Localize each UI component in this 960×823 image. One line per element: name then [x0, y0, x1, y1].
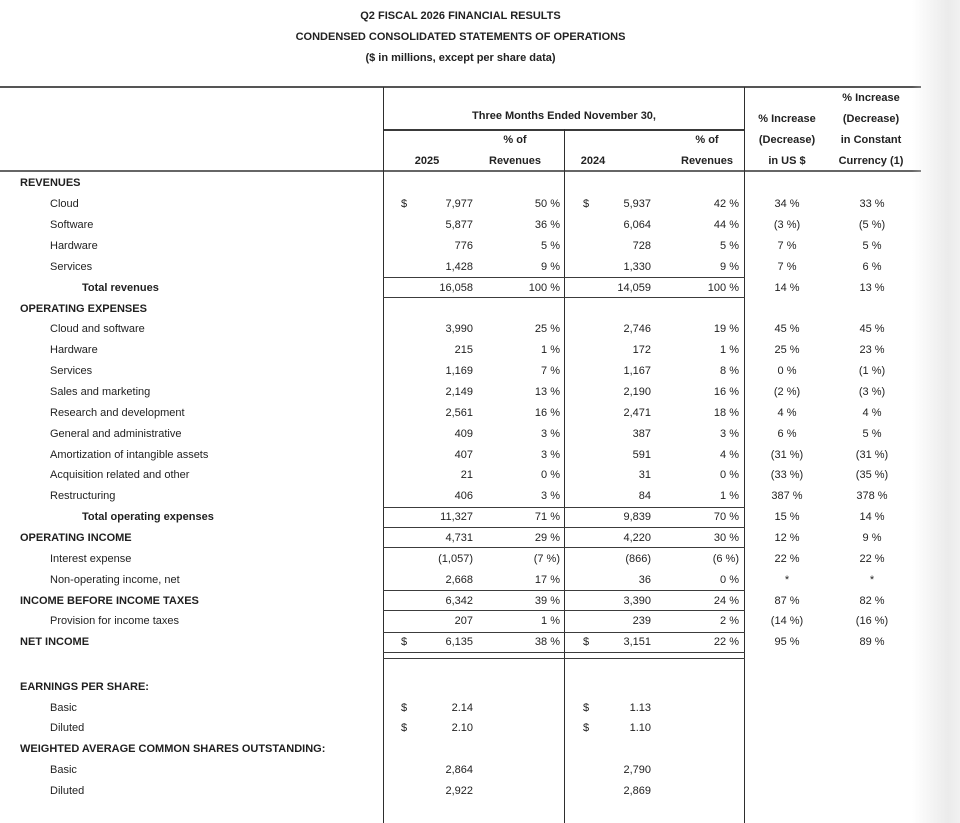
pct-change-usd: 22 % [774, 552, 800, 565]
table-row [0, 528, 960, 549]
pct-change-constant-currency: 89 % [859, 636, 885, 649]
pct-change-constant-currency: 33 % [859, 198, 885, 211]
row-label: Software [50, 219, 94, 232]
dollar-sign-2024: $ [583, 198, 590, 211]
year-header-2025: 2025 [414, 155, 440, 167]
pct-change-constant-currency: (5 %) [858, 219, 886, 232]
pct-change-constant-currency: (1 %) [858, 365, 886, 378]
row-label: Provision for income taxes [50, 615, 179, 628]
pct-change-constant-currency: * [869, 573, 875, 586]
table-row [0, 718, 960, 739]
row-label: Interest expense [50, 552, 132, 565]
value-2025: 6,342 [445, 594, 473, 607]
pct-of-revenues-2024: 100 % [707, 281, 739, 294]
value-2024: 31 [638, 469, 651, 482]
value-2024: 387 [632, 427, 651, 440]
pct-of-revenues-2024: 44 % [713, 219, 739, 232]
value-2025: 407 [454, 448, 473, 461]
pct-of-revenues-2024: 19 % [713, 323, 739, 336]
value-2025: 5,877 [445, 219, 473, 232]
value-2024: 9,839 [623, 511, 651, 524]
value-2025: 2,149 [445, 386, 473, 399]
value-2024: (866) [625, 552, 651, 565]
pct-of-revenues-2025: 13 % [534, 386, 560, 399]
value-2024: 2,190 [623, 386, 651, 399]
value-2025: 1,428 [445, 260, 473, 273]
row-spacer [0, 659, 960, 677]
pct-of-header-2025: % of [503, 134, 527, 146]
value-2024: 14,059 [617, 281, 651, 294]
dollar-sign-2024: $ [583, 722, 590, 735]
statement-rows [0, 173, 960, 801]
pct-of-revenues-2024: 2 % [720, 615, 739, 628]
pct-of-revenues-2025: 1 % [541, 615, 560, 628]
value-2025: 215 [454, 344, 473, 357]
row-label: Restructuring [50, 490, 116, 503]
pct-change-constant-currency: (31 %) [855, 448, 889, 461]
pct-of-revenues-2025: 9 % [541, 260, 560, 273]
row-label: NET INCOME [20, 636, 90, 649]
table-row [0, 507, 960, 528]
pct-change-constant-currency: 14 % [859, 511, 885, 524]
pct-of-revenues-2024: 16 % [713, 386, 739, 399]
pct-of-revenues-2025: 36 % [534, 219, 560, 232]
pct-change-usd: 6 % [777, 427, 797, 440]
document-title-block [0, 6, 921, 69]
pct-of-revenues-2024: (6 %) [712, 552, 739, 565]
pct-of-revenues-2025: 29 % [534, 532, 560, 545]
value-2024: 2,869 [623, 784, 651, 797]
value-2025: 3,990 [445, 323, 473, 336]
usd-change-header-line3: in US $ [768, 155, 806, 167]
row-label: General and administrative [50, 427, 182, 440]
pct-of-revenues-2025: 17 % [534, 573, 560, 586]
value-2024: 1,330 [623, 260, 651, 273]
value-2025: 1,169 [445, 365, 473, 378]
pct-change-constant-currency: 378 % [856, 490, 888, 503]
table-row [0, 677, 960, 698]
table-row [0, 423, 960, 444]
pct-of-revenues-2024: 5 % [720, 240, 739, 252]
value-2025: 409 [454, 427, 473, 440]
value-2025: 776 [454, 240, 473, 252]
value-2025: 2,668 [445, 573, 473, 586]
screenshot-edge-shadow [912, 0, 960, 823]
pct-of-revenues-2025: 100 % [528, 281, 560, 294]
pct-change-constant-currency: 45 % [859, 323, 885, 336]
row-label: Sales and marketing [50, 386, 151, 399]
row-label: Basic [50, 701, 77, 714]
row-label: Total revenues [82, 281, 159, 294]
pct-of-revenues-2025: 71 % [534, 511, 560, 524]
value-2024: 172 [632, 344, 651, 357]
cc-change-header-line1: % Increase [842, 92, 900, 104]
pct-of-revenues-2024: 70 % [713, 511, 739, 524]
dollar-sign-2024: $ [583, 701, 590, 714]
row-label: INCOME BEFORE INCOME TAXES [20, 594, 199, 607]
pct-change-constant-currency: 23 % [859, 344, 885, 357]
table-row [0, 590, 960, 611]
value-2025: 2,561 [445, 406, 473, 419]
table-row [0, 298, 960, 319]
value-2025: 406 [454, 490, 473, 503]
pct-change-usd: 14 % [774, 281, 800, 294]
pct-of-revenues-2025: 25 % [534, 323, 560, 336]
value-2025: 2,864 [445, 763, 473, 776]
table-row [0, 402, 960, 423]
dollar-sign-2024: $ [583, 636, 590, 649]
value-2024: 1.10 [629, 722, 651, 735]
value-2025: 207 [454, 615, 473, 628]
page-title: Q2 FISCAL 2026 FINANCIAL RESULTS [360, 10, 561, 22]
pct-of-revenues-2024: 1 % [720, 490, 739, 503]
row-label: Diluted [50, 722, 85, 735]
row-label: Cloud and software [50, 323, 145, 336]
pct-change-usd: (33 %) [770, 469, 804, 482]
row-label: Non-operating income, net [50, 573, 180, 586]
pct-of-revenues-2024: 42 % [713, 198, 739, 211]
pct-of-revenues-2024: 1 % [720, 344, 739, 357]
pct-change-usd: 45 % [774, 323, 800, 336]
table-row [0, 215, 960, 236]
pct-of-revenues-2025: 3 % [541, 427, 560, 440]
pct-change-usd: 15 % [774, 511, 800, 524]
value-2024: 2,471 [623, 406, 651, 419]
row-label: Acquisition related and other [50, 469, 190, 482]
row-label: OPERATING INCOME [20, 532, 132, 545]
pct-of-revenues-2025: 1 % [541, 344, 560, 357]
pct-change-constant-currency: 4 % [862, 406, 882, 419]
page-subtitle: CONDENSED CONSOLIDATED STATEMENTS OF OPERATIONS [295, 31, 626, 43]
cc-change-header-line4: Currency (1) [838, 155, 904, 167]
row-label: OPERATING EXPENSES [20, 302, 147, 315]
row-label: Services [50, 260, 93, 273]
pct-change-constant-currency: 9 % [862, 532, 882, 545]
pct-change-usd: 4 % [777, 406, 797, 419]
pct-of-revenues-2025: 7 % [541, 365, 560, 378]
pct-change-usd: 387 % [771, 490, 803, 503]
dollar-sign-2025: $ [401, 722, 408, 735]
pct-change-usd: 7 % [777, 240, 797, 252]
pct-of-revenues-2025: 5 % [541, 240, 560, 252]
table-row [0, 444, 960, 465]
pct-of-revenues-2024: 9 % [720, 260, 739, 273]
pct-change-usd: (2 %) [773, 386, 801, 399]
value-2024: 1,167 [623, 365, 651, 378]
value-2025: 16,058 [439, 281, 473, 294]
pct-change-usd: 25 % [774, 344, 800, 357]
pct-of-revenues-2025: (7 %) [533, 552, 560, 565]
row-label: Diluted [50, 784, 85, 797]
usd-change-header-line1: % Increase [758, 113, 816, 125]
usd-change-header-line2: (Decrease) [758, 134, 816, 146]
pct-of-revenues-2024: 30 % [713, 532, 739, 545]
page-units-note: ($ in millions, except per share data) [365, 52, 556, 64]
pct-of-revenues-2025: 38 % [534, 636, 560, 649]
pct-change-usd: 0 % [777, 365, 797, 378]
value-2024: 591 [632, 448, 651, 461]
value-2024: 2,746 [623, 323, 651, 336]
table-row [0, 194, 960, 215]
value-2024: 84 [638, 490, 651, 503]
value-2024: 3,151 [623, 636, 651, 649]
pct-change-usd: 7 % [777, 260, 797, 273]
pct-change-constant-currency: 82 % [859, 594, 885, 607]
row-label: Amortization of intangible assets [50, 448, 209, 461]
value-2025: 2.14 [451, 701, 473, 714]
pct-of-revenues-2025: 50 % [534, 198, 560, 211]
row-label: Cloud [50, 198, 79, 211]
pct-change-constant-currency: 6 % [862, 260, 882, 273]
pct-change-usd: 95 % [774, 636, 800, 649]
pct-change-usd: (3 %) [773, 219, 801, 232]
pct-of-revenues-2025: 3 % [541, 490, 560, 503]
pct-change-usd: * [784, 573, 790, 586]
pct-change-usd: 34 % [774, 198, 800, 211]
pct-of-revenues-2024: 3 % [720, 427, 739, 440]
pct-change-constant-currency: (16 %) [855, 615, 889, 628]
revenues-header-2024: Revenues [681, 155, 733, 167]
value-2024: 1.13 [629, 701, 651, 714]
value-2024: 3,390 [623, 594, 651, 607]
dollar-sign-2025: $ [401, 636, 408, 649]
table-row [0, 173, 960, 194]
pct-of-revenues-2024: 18 % [713, 406, 739, 419]
pct-change-constant-currency: 13 % [859, 281, 885, 294]
table-row [0, 277, 960, 298]
table-row [0, 780, 960, 801]
value-2025: 11,327 [440, 511, 473, 524]
row-label: Total operating expenses [82, 511, 214, 524]
table-row [0, 382, 960, 403]
table-row [0, 486, 960, 507]
pct-of-revenues-2024: 0 % [720, 573, 739, 586]
pct-change-constant-currency: 5 % [862, 240, 882, 252]
table-row [0, 739, 960, 760]
table-row [0, 548, 960, 569]
cc-change-header-line2: (Decrease) [842, 113, 900, 125]
value-2024: 6,064 [623, 219, 651, 232]
table-row [0, 465, 960, 486]
year-header-2024: 2024 [580, 155, 606, 167]
value-2024: 4,220 [623, 532, 651, 545]
dollar-sign-2025: $ [401, 701, 408, 714]
table-row [0, 760, 960, 781]
pct-change-constant-currency: (3 %) [858, 386, 886, 399]
pct-change-usd: 87 % [774, 594, 800, 607]
pct-change-constant-currency: 5 % [862, 427, 882, 440]
pct-of-revenues-2025: 0 % [541, 469, 560, 482]
pct-of-revenues-2024: 0 % [720, 469, 739, 482]
pct-change-usd: (14 %) [770, 615, 804, 628]
cc-change-header-line3: in Constant [840, 134, 902, 146]
row-label: WEIGHTED AVERAGE COMMON SHARES OUTSTANDING: [20, 743, 326, 756]
value-2025: 21 [460, 469, 473, 482]
row-label: Services [50, 365, 93, 378]
row-label: Basic [50, 763, 77, 776]
value-2025: 4,731 [445, 532, 473, 545]
table-row [0, 632, 960, 653]
pct-change-constant-currency: 22 % [859, 552, 885, 565]
revenues-header-2025: Revenues [489, 155, 541, 167]
value-2025: 2,922 [445, 784, 473, 797]
dollar-sign-2025: $ [401, 198, 408, 211]
value-2025: 7,977 [445, 198, 473, 211]
value-2024: 36 [638, 573, 651, 586]
pct-of-revenues-2025: 16 % [534, 406, 560, 419]
table-row [0, 340, 960, 361]
pct-of-revenues-2024: 24 % [713, 594, 739, 607]
table-row [0, 697, 960, 718]
row-label: Research and development [50, 406, 185, 419]
pct-of-revenues-2024: 4 % [720, 448, 739, 461]
pct-of-revenues-2025: 39 % [534, 594, 560, 607]
value-2024: 239 [632, 615, 651, 628]
pct-of-revenues-2025: 3 % [541, 448, 560, 461]
row-label: EARNINGS PER SHARE: [20, 681, 149, 694]
row-label: Hardware [50, 344, 98, 357]
pct-change-constant-currency: (35 %) [855, 469, 889, 482]
table-row [0, 319, 960, 340]
pct-of-revenues-2024: 22 % [713, 636, 739, 649]
table-row [0, 361, 960, 382]
row-label: Hardware [50, 240, 98, 252]
value-2025: (1,057) [438, 552, 473, 565]
table-row [0, 256, 960, 277]
value-2024: 5,937 [623, 198, 651, 211]
table-row [0, 611, 960, 632]
table-row [0, 236, 960, 257]
value-2024: 2,790 [623, 763, 651, 776]
table-top-rule [0, 86, 921, 88]
pct-of-header-2024: % of [695, 134, 719, 146]
table-row [0, 569, 960, 590]
pct-change-usd: (31 %) [770, 448, 804, 461]
pct-change-usd: 12 % [774, 532, 800, 545]
row-label: REVENUES [20, 177, 81, 190]
pct-of-revenues-2024: 8 % [720, 365, 739, 378]
value-2025: 2.10 [451, 722, 473, 735]
period-header: Three Months Ended November 30, [472, 110, 656, 122]
value-2024: 728 [632, 240, 651, 252]
value-2025: 6,135 [445, 636, 473, 649]
